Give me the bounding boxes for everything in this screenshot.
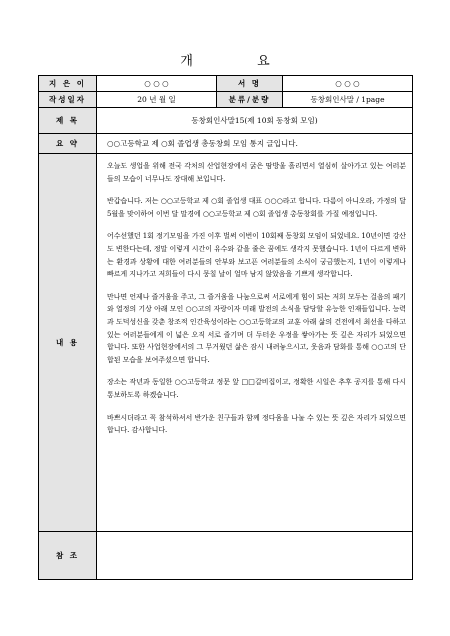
date-value: 20 년 월 일	[97, 92, 217, 108]
date-row	[39, 92, 413, 108]
summary-row	[39, 134, 413, 154]
category-value: 동창회인사말 / 1page	[283, 92, 413, 108]
content-paragraph: 바쁘시더라고 꼭 참석하셔서 반가운 친구들과 함께 정다움을 나눌 수 있는 뜻 깊은 자리가 되었으면 합니다. 감사합니다.	[107, 413, 406, 435]
content-label: 내 용	[39, 154, 97, 532]
author-value: ○ ○ ○	[97, 76, 217, 92]
reference-label: 참 조	[39, 532, 97, 580]
content-row	[39, 154, 413, 532]
signature-label: 서 명	[217, 76, 283, 92]
author-row	[39, 76, 413, 92]
date-label: 작성일자	[39, 92, 97, 108]
content-paragraph: 장소는 작년과 동일한 ○○고등학교 정문 앞 □□갈비집이고, 정확한 시일은 추후 공지를 통해 다시 통보하도록 하겠습니다.	[107, 378, 406, 399]
summary-value: ○○고등학교 제 ○회 졸업생 총동창회 모임 통지 글입니다.	[97, 134, 413, 154]
subject-row	[39, 108, 413, 134]
summary-label: 요 약	[39, 134, 97, 154]
content-body	[97, 154, 413, 532]
content-paragraph: 만나면 언제나 즐거움을 주고, 그 즐거움을 나눔으로써 서로에게 힘이 되는 저희 모두는 걸음의 패기와 열정의 기상 아래 모인 ○○고의 자랑이자 미래 발전의 소식을 담당할 유능한 인재들입니다. 능력과 도덕성신을 갖춘 창조적 인간육성이라는 ○○고등학교의 교훈 아래 삶의 건전에서 최선을 다하고 있는 여러분들에게 이 넓은 오직 서로 즐기며 더 두터운 우정을 쌓아가는 뜻 깊은 자리가 되었으면 합니다. 또한 사업현장에서의 그 무거웠던 삶은 잠시 내려놓으시고, 웃음과 담화를 통해 ○○고의 단합된 모습을 보여주셨으면 합니다.	[107, 292, 406, 364]
content-paragraph: 어수선했던 1회 정기모임을 가진 이후 벌써 이번이 10회째 동창회 모임이 되었네요. 10년이면 강산도 변한다는데, 정말 이렇게 시간이 유수와 같을 줄은 꿈에도 생각지 못했습니다. 1년이 다르게 변하는 환경과 상황에 대한 여러분들의 안부와 보고픈 여러분들의 소식이 궁금했는지, 1년이 이렇게나 빠르게 지나가고 저희들이 다시 뭉칠 날이 얼마 남지 않았음을 기쁘게 생각합니다.	[107, 232, 406, 279]
category-label: 분류/분량	[217, 92, 283, 108]
content-paragraph: 오늘도 생업을 위해 전국 각처의 산업현장에서 굵은 땀방울 흘리면서 열심히 살아가고 있는 여러분들의 모습이 너무나도 장대해 보입니다.	[107, 162, 406, 183]
author-label: 지 은 이	[39, 76, 97, 92]
page-title: 개 요	[180, 54, 300, 69]
signature-value: ○ ○ ○	[283, 76, 413, 92]
summary-form-table	[38, 75, 413, 580]
reference-row	[39, 532, 413, 580]
subject-label: 제 목	[39, 108, 97, 134]
content-paragraph: 반갑습니다. 저는 ○○고등학교 제 ○회 졸업생 대표 ○○○라고 합니다. 다름이 아니오라, 가정의 달 5월을 맞이하여 이번 달 말경에 ○○고등학교 제 ○회 졸업생 총동창회를 가질 예정입니다.	[107, 197, 406, 218]
reference-value	[97, 532, 413, 580]
subject-value: 동창회인사말15(제 10회 동창회 모임)	[97, 108, 413, 134]
